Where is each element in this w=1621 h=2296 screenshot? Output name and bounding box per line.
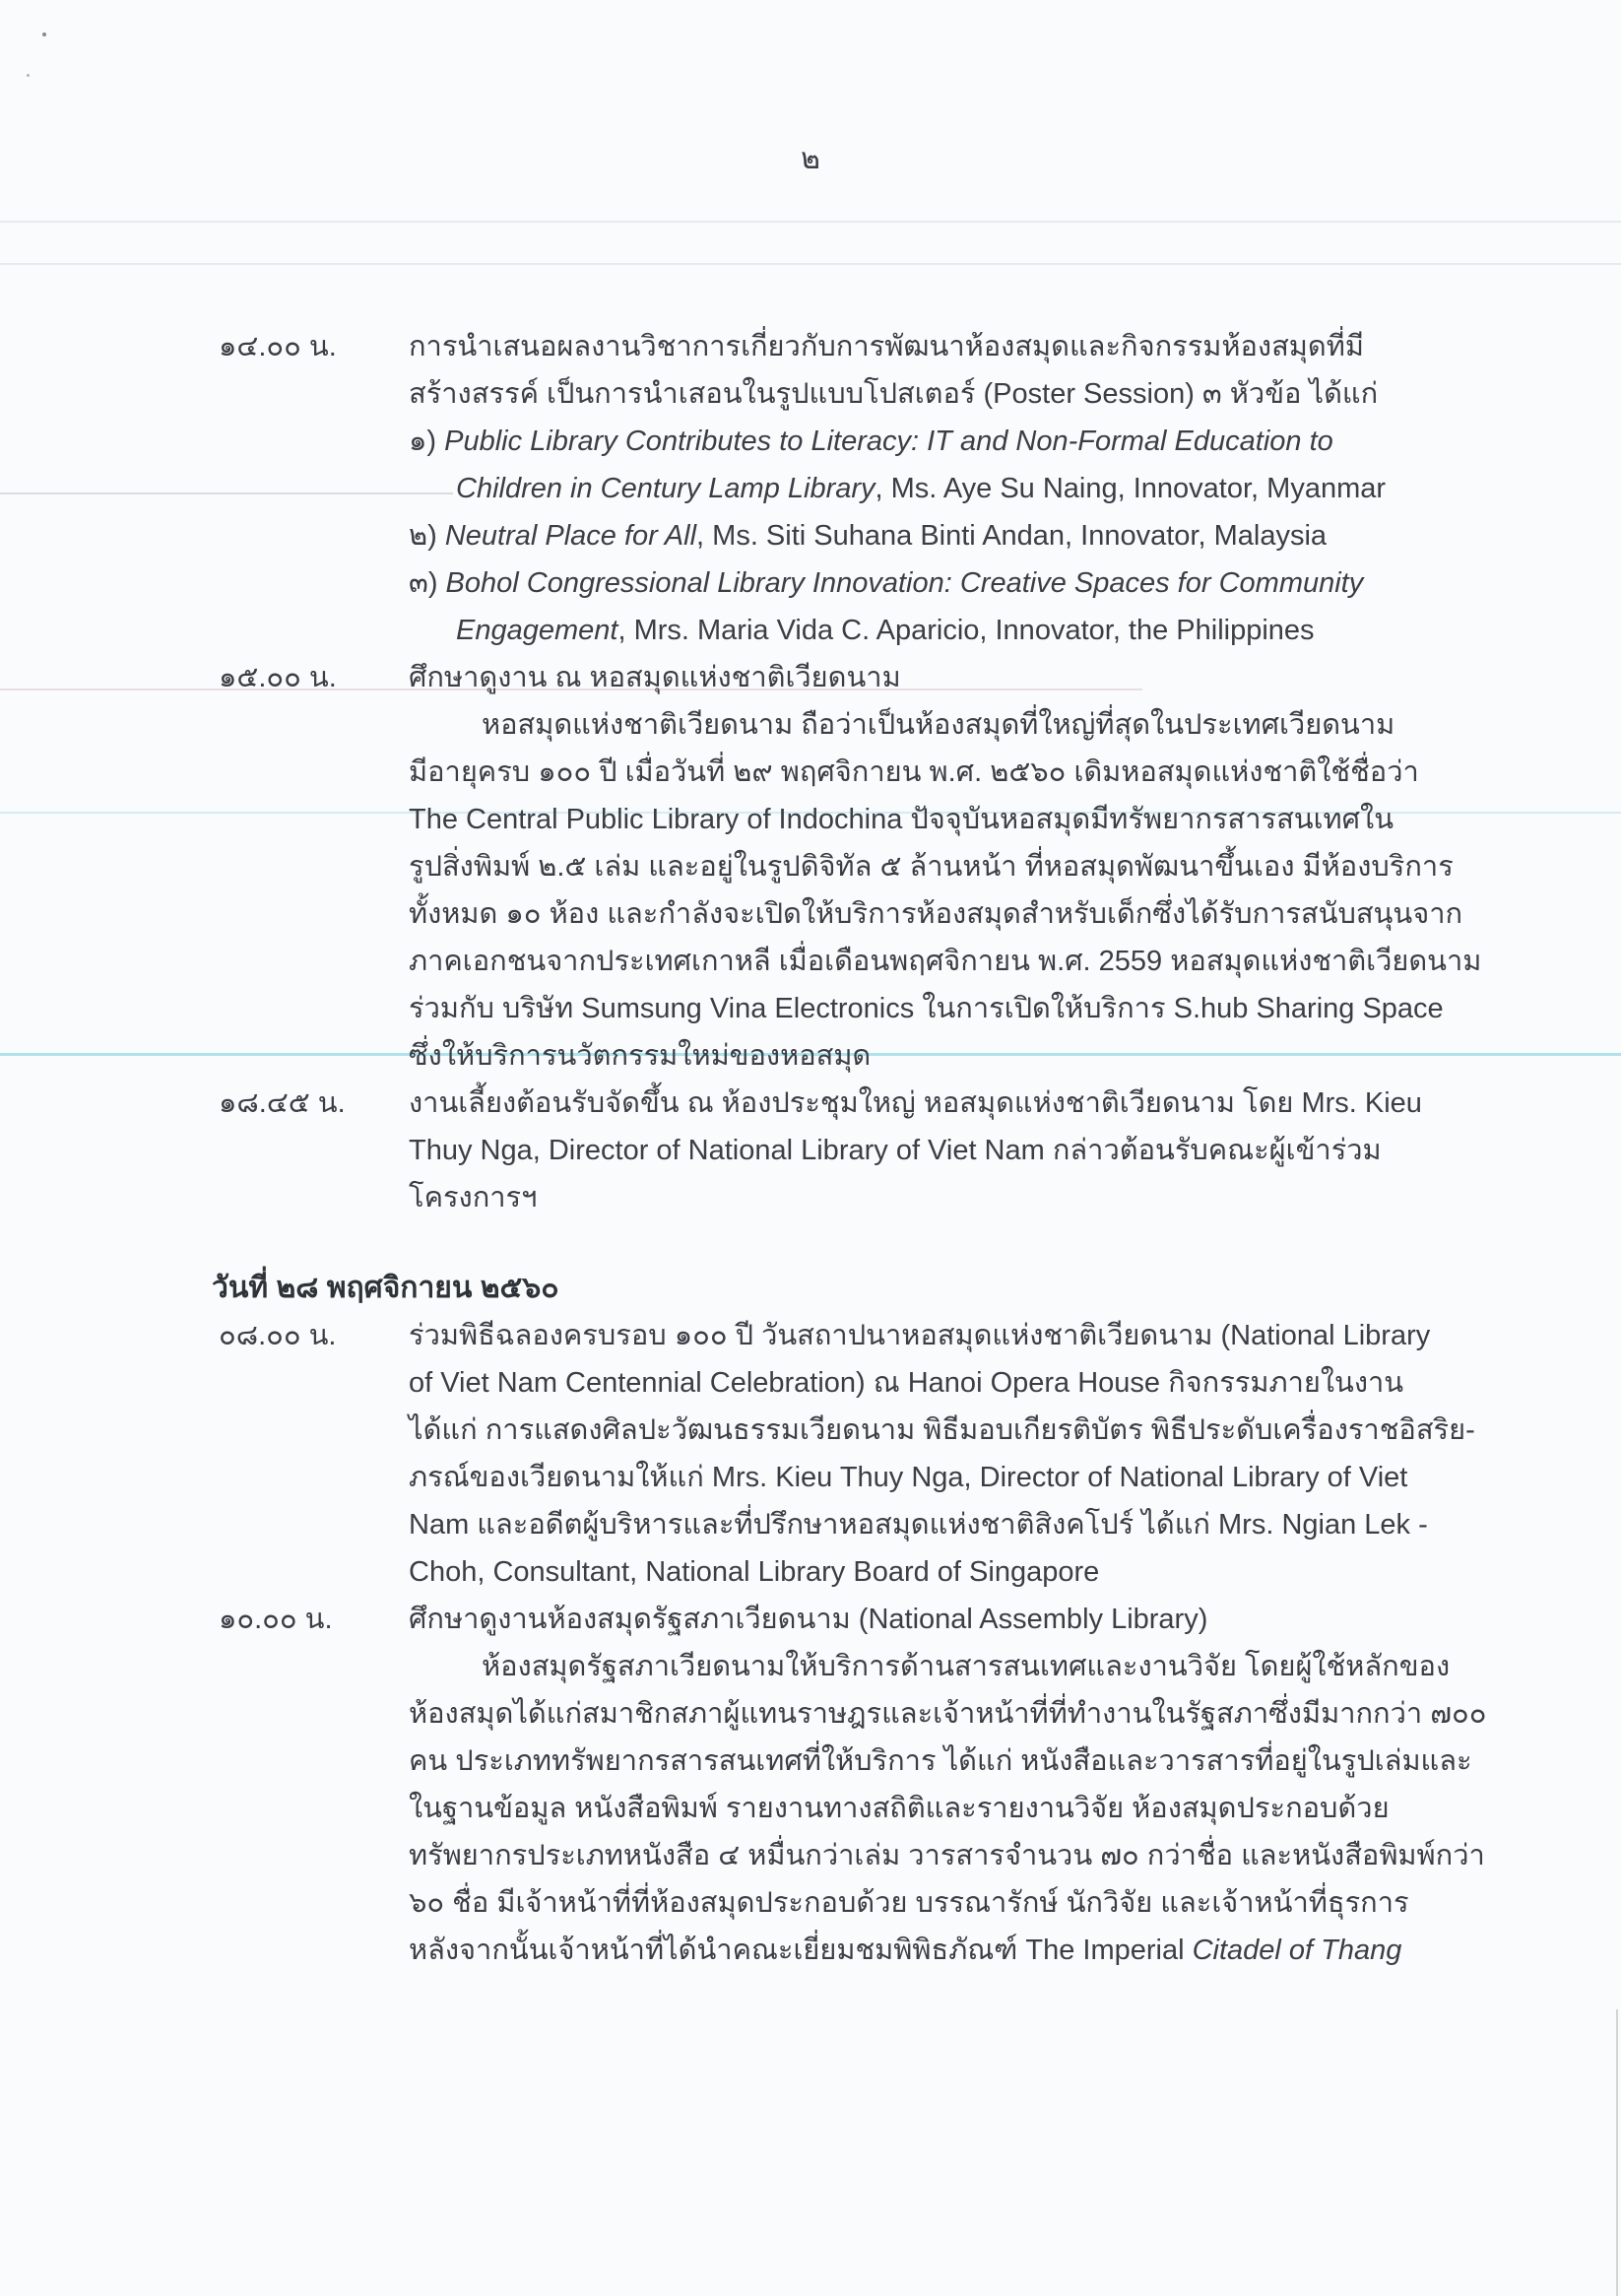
text-segment: , Ms. Siti Suhana Binti Andan, Innovator, Malaysia [696,520,1328,552]
text-line [409,1359,1621,1407]
text-line [409,654,1621,701]
text-segment: มีอายุครบ ๑๐๐ ปี เมื่อวันที่ ๒๙ พฤศจิกายน พ.ศ. ๒๕๖๐ เดิมหอสมุดแห่งชาติใช้ชื่อว่า [409,756,1419,788]
text-line [409,418,1621,465]
text-line [409,1927,1621,1974]
italic-text-segment: Neutral Place for All [444,520,697,552]
entry-lines [409,1596,1621,1974]
text-segment: ห้องสมุดรัฐสภาเวียดนามให้บริการด้านสารสนเทศและงานวิจัย โดยผู้ใช้หลักของ [482,1651,1451,1682]
text-segment: ๖๐ ชื่อ มีเจ้าหน้าที่ที่ห้องสมุดประกอบด้วย บรรณารักษ์ นักวิจัย และเจ้าหน้าที่ธุรการ [409,1887,1409,1919]
text-line [409,607,1621,654]
page-number: ๒ [801,143,820,175]
text-segment: สร้างสรรค์ เป็นการนำเสอนในรูปแบบโปสเตอร์ (Poster Session) ๓ หัวข้อ ได้แก่ [409,378,1379,410]
text-segment: Nam และอดีตผู้บริหารและที่ปรึกษาหอสมุดแห่งชาติสิงคโปร์ ได้แก่ Mrs. Ngian Lek - [409,1509,1428,1541]
entry-lines [409,1080,1621,1221]
text-line [409,1785,1621,1832]
text-segment: ในฐานข้อมูล หนังสือพิมพ์ รายงานทางสถิติและรายงานวิจัย ห้องสมุดประกอบด้วย [409,1793,1390,1824]
text-segment: ศึกษาดูงาน ณ หอสมุดแห่งชาติเวียดนาม [409,662,901,693]
text-line [409,1501,1621,1548]
text-segment: ทรัพยากรประเภทหนังสือ ๔ หมื่นกว่าเล่ม วารสารจำนวน ๗๐ กว่าชื่อ และหนังสือพิมพ์กว่า [409,1840,1485,1871]
text-segment: ทั้งหมด ๑๐ ห้อง และกำลังจะเปิดให้บริการห้องสมุดสำหรับเด็กซึ่งได้รับการสนับสนุนจาก [409,898,1463,930]
text-line [409,1407,1621,1454]
text-segment: งานเลี้ยงต้อนรับจัดขึ้น ณ ห้องประชุมใหญ่ หอสมุดแห่งชาติเวียดนาม โดย Mrs. Kieu [409,1087,1422,1119]
text-segment: การนำเสนอผลงานวิชาการเกี่ยวกับการพัฒนาห้องสมุดและกิจกรรมห้องสมุดที่มี [409,331,1364,362]
text-line [409,1690,1621,1738]
text-segment: ภาคเอกชนจากประเทศเกาหลี เมื่อเดือนพฤศจิกายน พ.ศ. 2559 หอสมุดแห่งชาติเวียดนาม [409,946,1482,977]
text-line [409,465,1621,512]
text-line [409,843,1621,890]
text-line [409,1080,1621,1127]
text-line [409,1032,1621,1080]
text-line [409,1643,1621,1690]
text-segment: , Mrs. Maria Vida C. Aparicio, Innovator, the Philippines [617,615,1315,646]
text-segment: หลังจากนั้นเจ้าหน้าที่ได้นำคณะเยี่ยมชมพิพิธภัณฑ์ The Imperial [409,1935,1193,1966]
schedule-entry [0,654,1621,1080]
text-line [409,1879,1621,1927]
text-segment: ศึกษาดูงานห้องสมุดรัฐสภาเวียดนาม (National Assembly Library) [409,1604,1208,1635]
time-label: ๐๘.๐๐ น. [219,1320,337,1351]
date-header: วันที่ ๒๘ พฤศจิกายน ๒๕๖๐ [212,1272,559,1304]
text-line [409,1738,1621,1785]
schedule-entry [0,1596,1621,1974]
time-label: ๑๐.๐๐ น. [219,1604,333,1635]
text-line [409,749,1621,796]
schedule-entry [0,1080,1621,1221]
text-segment: , Ms. Aye Su Naing, Innovator, Myanmar [875,473,1387,504]
italic-text-segment: Children in Century Lamp Library [456,473,875,504]
schedule-entry [0,1312,1621,1596]
text-segment: โครงการฯ [409,1182,538,1214]
text-line [409,796,1621,843]
text-line [409,1454,1621,1501]
text-segment: Thuy Nga, Director of National Library of Viet Nam กล่าวต้อนรับคณะผู้เข้าร่วม [409,1135,1382,1166]
text-line [409,985,1621,1032]
time-label: ๑๕.๐๐ น. [219,662,337,693]
schedule-entry [0,323,1621,654]
text-line [409,512,1621,559]
text-segment: ห้องสมุดได้แก่สมาชิกสภาผู้แทนราษฎรและเจ้าหน้าที่ที่ทำงานในรัฐสภาซึ่งมีมากกว่า ๗๐๐ [409,1698,1487,1730]
text-segment: ภรณ์ของเวียดนามให้แก่ Mrs. Kieu Thuy Nga, Director of National Library of Viet [409,1462,1408,1493]
text-line [409,890,1621,938]
text-line [409,1127,1621,1174]
entry-lines [409,1312,1621,1596]
scan-artifact-line [0,263,1621,265]
text-line [409,1596,1621,1643]
italic-text-segment: Bohol Congressional Library Innovation: Creative Spaces for Community [445,567,1364,599]
italic-text-segment: Citadel of Thang [1192,1935,1402,1966]
text-segment: คน ประเภททรัพยากรสารสนเทศที่ให้บริการ ได้แก่ หนังสือและวารสารที่อยู่ในรูปเล่มและ [409,1745,1472,1777]
time-label: ๑๘.๔๕ น. [219,1087,346,1119]
text-segment: The Central Public Library of Indochina ปัจจุบันหอสมุดมีทรัพยากรสารสนเทศใน [409,804,1394,835]
scan-edge-line [1616,2009,1618,2296]
entry-lines [409,654,1621,1080]
text-line [409,370,1621,418]
text-line [409,1548,1621,1596]
text-line [409,1312,1621,1359]
text-line [409,323,1621,370]
text-segment: หอสมุดแห่งชาติเวียดนาม ถือว่าเป็นห้องสมุดที่ใหญ่ที่สุดในประเทศเวียดนาม [482,709,1395,741]
text-line [409,559,1621,607]
italic-text-segment: Public Library Contributes to Literacy: IT and Non-Formal Education to [444,426,1333,457]
text-segment: Choh, Consultant, National Library Board of Singapore [409,1556,1100,1588]
text-segment: ๒) [409,520,445,552]
text-line [409,1832,1621,1879]
italic-text-segment: Engagement [456,615,618,646]
scan-speck [42,33,46,36]
text-segment: ซึ่งให้บริการนวัตกรรมใหม่ของหอสมุด [409,1040,872,1072]
entry-lines [409,323,1621,654]
scan-speck [27,74,30,77]
text-line [409,1174,1621,1221]
text-segment: ๓) [409,567,446,599]
schedule-content [0,323,1621,1974]
text-segment: ๑) [409,426,445,457]
text-segment: รูปสิ่งพิมพ์ ๒.๕ เล่ม และอยู่ในรูปดิจิทัล ๕ ล้านหน้า ที่หอสมุดพัฒนาขึ้นเอง มีห้องบริการ [409,851,1454,883]
text-segment: ร่วมกับ บริษัท Sumsung Vina Electronics ในการเปิดให้บริการ S.hub Sharing Space [409,993,1444,1024]
text-segment: ได้แก่ การแสดงศิลปะวัฒนธรรมเวียดนาม พิธีมอบเกียรติบัตร พิธีประดับเครื่องราชอิสริย- [409,1414,1475,1446]
text-line [409,938,1621,985]
time-label: ๑๔.๐๐ น. [219,331,337,362]
text-line [409,701,1621,749]
text-segment: ร่วมพิธีฉลองครบรอบ ๑๐๐ ปี วันสถาปนาหอสมุดแห่งชาติเวียดนาม (National Library [409,1320,1431,1351]
text-segment: of Viet Nam Centennial Celebration) ณ Hanoi Opera House กิจกรรมภายในงาน [409,1367,1404,1399]
scan-artifact-line [0,221,1621,223]
